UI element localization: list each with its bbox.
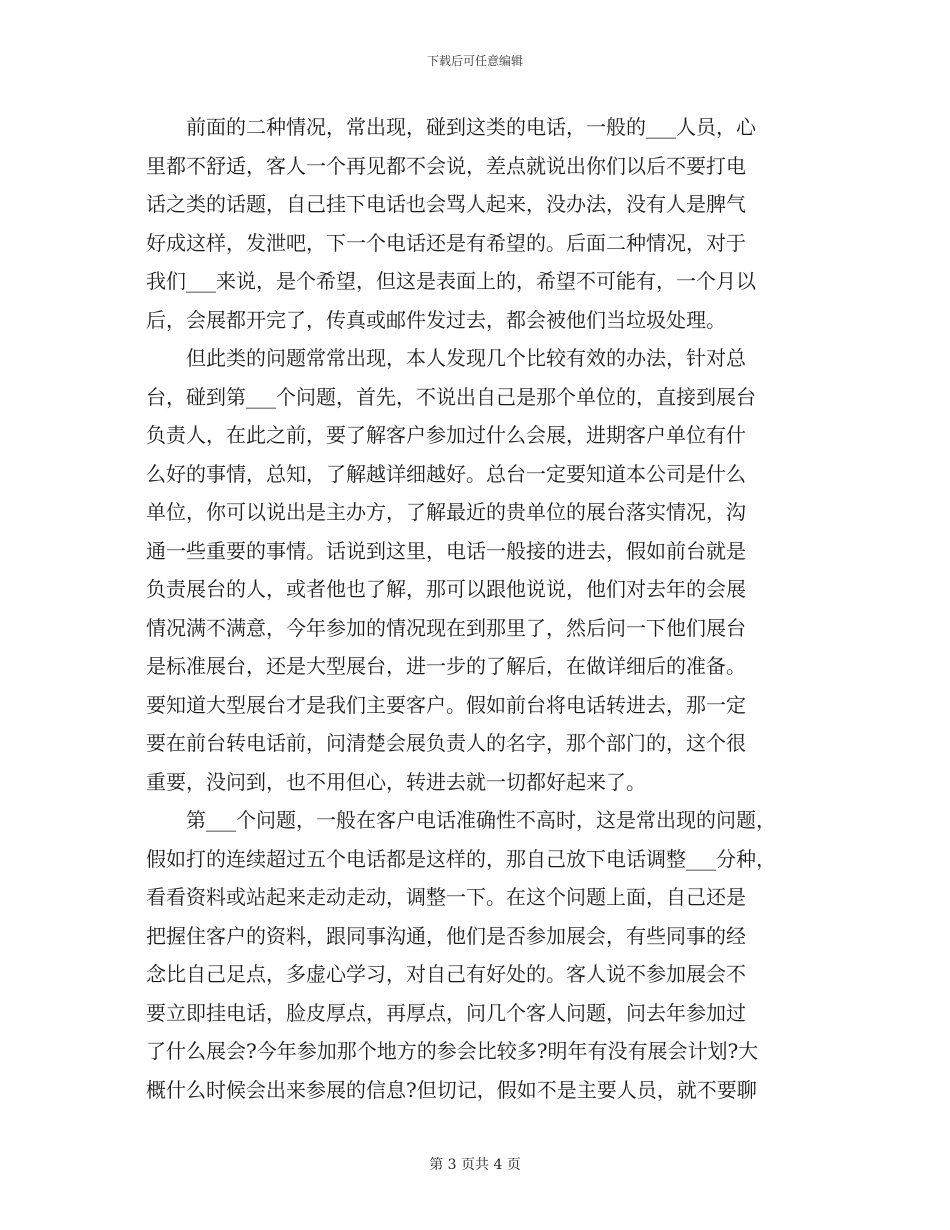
- text-line: 但此类的问题常常出现，本人发现几个比较有效的办法，针对总: [186, 346, 746, 370]
- text-line: 情况满不满意，今年参加的情况现在到那里了，然后问一下他们展台: [146, 615, 746, 640]
- page-footer: 第 3 页共 4 页: [429, 1157, 521, 1173]
- page-header: 下载后可任意编辑: [426, 54, 523, 68]
- text-line: 要立即挂电话，脸皮厚点，再厚点，问几个客人问题，问去年参加过: [146, 1000, 746, 1025]
- text-line: 么好的事情，总知，了解越详细越好。总台一定要知道本公司是什么: [146, 461, 746, 486]
- document-body: [146, 108, 806, 1109]
- text-line: 负责人，在此之前，要了解客户参加过什么会展，进期客户单位有什: [146, 423, 746, 447]
- text-line: 要在前台转电话前，问清楚会展负责人的名字，那个部门的，这个很: [146, 731, 746, 755]
- text-line: 把握住客户的资料，跟同事沟通，他们是否参加展会，有些同事的经: [146, 923, 746, 948]
- text-line: 第___个问题，一般在客户电话准确性不高时，这是常出现的问题，: [186, 808, 776, 832]
- text-line: 前面的二种情况，常出现，碰到这类的电话，一般的___人员，心: [186, 115, 756, 139]
- text-line: 里都不舒适，客人一个再见都不会说，差点就说出你们以后不要打电: [146, 153, 746, 178]
- text-line: 负责展台的人，或者他也了解，那可以跟他说说，他们对去年的会展: [146, 577, 746, 601]
- text-line: 念比自己足点，多虚心学习，对自己有好处的。客人说不参加展会不: [146, 962, 746, 986]
- text-line: 看看资料或站起来走动走动，调整一下。在这个问题上面，自己还是: [146, 885, 746, 909]
- text-line: 概什么时候会出来参展的信息?但切记，假如不是主要人员，就不要聊: [146, 1077, 757, 1102]
- text-line: 要知道大型展台才是我们主要客户。假如前台将电话转进去，那一定: [146, 692, 746, 717]
- text-line: 假如打的连续超过五个电话都是这样的，那自己放下电话调整___分种，: [146, 846, 776, 871]
- text-line: 单位，你可以说出是主办方，了解最近的贵单位的展台落实情况，沟: [146, 500, 746, 524]
- text-line: 是标准展台，还是大型展台，进一步的了解后，在做详细后的准备。: [146, 654, 746, 678]
- text-line: 了什么展会?今年参加那个地方的参会比较多?明年有没有展会计划?大: [146, 1039, 759, 1063]
- text-line: 我们___来说，是个希望，但这是表面上的，希望不可能有，一个月以: [146, 269, 756, 293]
- text-line: 台，碰到第___个问题，首先，不说出自己是那个单位的，直接到展台: [146, 384, 756, 409]
- text-line: 话之类的话题，自己挂下电话也会骂人起来，没办法，没有人是脾气: [146, 192, 746, 216]
- text-line: 好成这样，发泄吧，下一个电话还是有希望的。后面二种情况，对于: [146, 230, 746, 255]
- text-line: 通一些重要的事情。话说到这里，电话一般接的进去，假如前台就是: [146, 538, 746, 563]
- text-line: 后，会展都开完了，传真或邮件发过去，都会被他们当垃圾处理。: [146, 307, 726, 332]
- text-line: 重要，没问到，也不用但心，转进去就一切都好起来了。: [146, 769, 646, 794]
